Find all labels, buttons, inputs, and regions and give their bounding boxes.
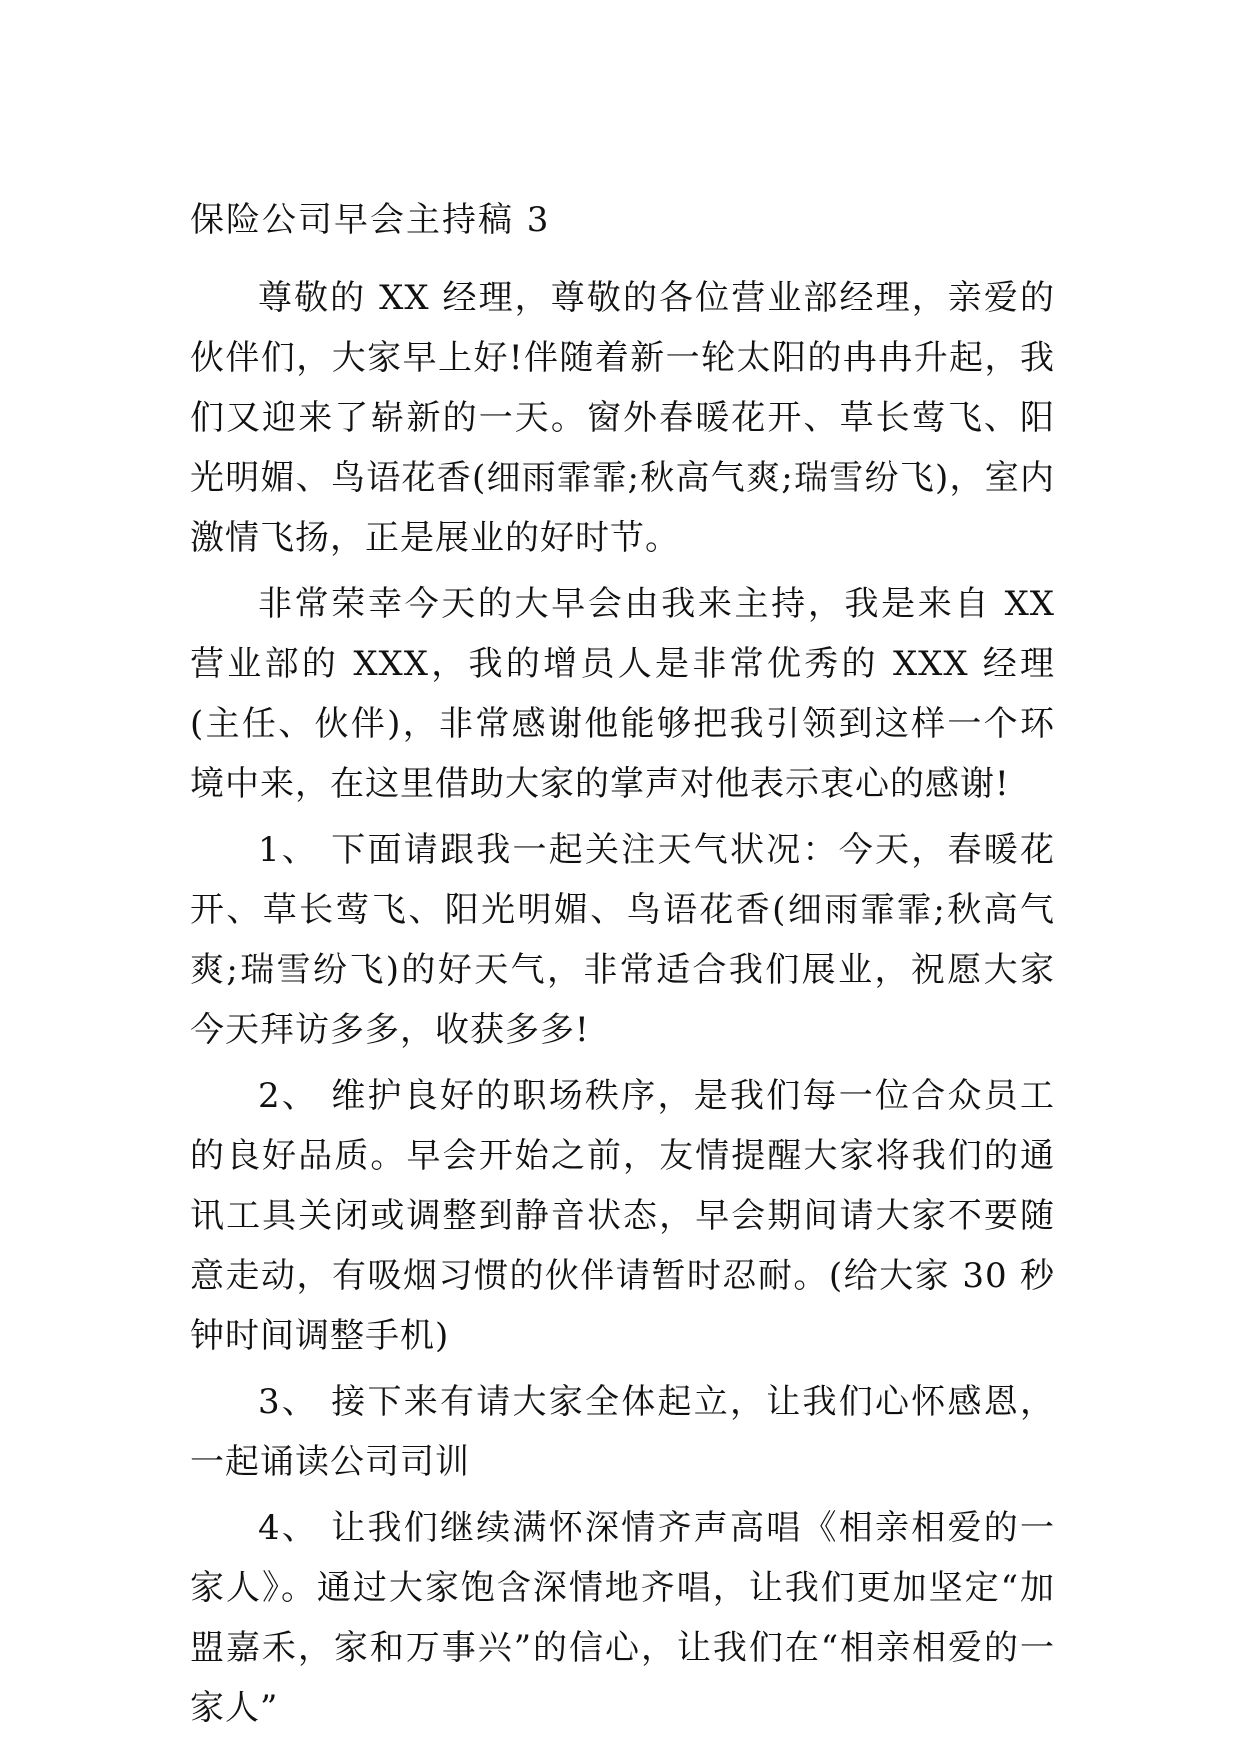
paragraph-item-4-song: 4、 让我们继续满怀深情齐声高唱《相亲相爱的一家人》。通过大家饱含深情地齐唱，让我们更加坚定“加盟嘉禾，家和万事兴”的信心，让我们在“相亲相爱的一家人”: [190, 1508, 1055, 1728]
paragraph-item-2-order: 2、 维护良好的职场秩序，是我们每一位合众员工的良好品质。早会开始之前，友情提醒大家将我们的通讯工具关闭或调整到静音状态，早会期间请大家不要随意走动，有吸烟习惯的伙伴请暂时忍耐。(给大家 30 秒钟时间调整手机): [190, 1076, 1055, 1356]
paragraph-host-intro: 非常荣幸今天的大早会由我来主持，我是来自 XX 营业部的 XXX，我的增员人是非常优秀的 XXX 经理(主任、伙伴)，非常感谢他能够把我引领到这样一个环境中来，在这里借助大家的掌声对他表示衷心的感谢!: [190, 584, 1055, 804]
paragraph-greeting: 尊敬的 XX 经理，尊敬的各位营业部经理，亲爱的伙伴们，大家早上好!伴随着新一轮太阳的冉冉升起，我们又迎来了崭新的一天。窗外春暖花开、草长莺飞、阳光明媚、鸟语花香(细雨霏霏;秋高气爽;瑞雪纷飞)，室内激情飞扬，正是展业的好时节。: [190, 278, 1055, 558]
paragraph-item-1-weather: 1、 下面请跟我一起关注天气状况：今天，春暖花开、草长莺飞、阳光明媚、鸟语花香(细雨霏霏;秋高气爽;瑞雪纷飞)的好天气，非常适合我们展业，祝愿大家今天拜访多多，收获多多!: [190, 830, 1055, 1050]
document-title: 保险公司早会主持稿 3: [190, 200, 551, 240]
document-body: [190, 268, 1055, 1744]
paragraph-item-3-motto: 3、 接下来有请大家全体起立，让我们心怀感恩，一起诵读公司司训: [190, 1382, 1055, 1482]
